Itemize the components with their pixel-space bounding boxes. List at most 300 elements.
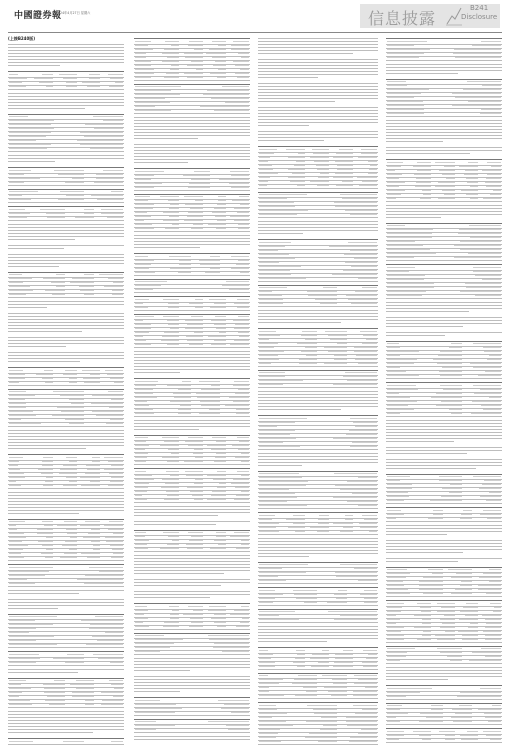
text-line — [386, 205, 502, 206]
table-row-rule — [134, 331, 250, 332]
table-cell — [387, 656, 406, 657]
table-row-rule — [8, 460, 124, 461]
table-cell — [226, 725, 249, 726]
table-cell — [186, 544, 203, 545]
table-cell — [297, 666, 305, 667]
table-cell — [259, 287, 287, 288]
table-cell — [163, 316, 179, 317]
table-rule — [386, 382, 502, 383]
table-cell — [352, 493, 377, 494]
table-cell — [9, 209, 25, 210]
table-cell — [66, 195, 84, 196]
table-cell — [422, 190, 431, 191]
table-rule — [386, 79, 502, 80]
table-rule — [386, 703, 502, 704]
table-cell — [461, 581, 472, 582]
table-cell — [9, 86, 26, 87]
table-cell — [87, 86, 100, 87]
text-line — [386, 561, 458, 562]
table-cell — [239, 196, 249, 197]
text-line — [258, 86, 378, 87]
table-cell — [110, 545, 123, 546]
table-cell — [314, 713, 337, 714]
table-cell — [347, 725, 377, 726]
text-line — [134, 129, 250, 130]
table-cell — [135, 307, 148, 308]
table-cell — [135, 413, 154, 414]
table-cell — [241, 491, 249, 492]
table-cell — [218, 69, 226, 70]
table-cell — [9, 692, 22, 693]
table-cell — [160, 548, 179, 549]
table-cell — [84, 213, 94, 214]
table-cell — [188, 437, 203, 438]
table-cell — [194, 449, 203, 450]
table-cell — [135, 483, 149, 484]
table-cell — [387, 660, 400, 661]
table-cell — [216, 228, 226, 229]
table-cell — [449, 409, 462, 410]
table-cell — [439, 476, 463, 477]
table-cell — [259, 473, 299, 474]
text-line — [8, 352, 124, 353]
table-cell — [387, 174, 402, 175]
table-cell — [441, 401, 462, 402]
table-cell — [236, 409, 249, 410]
table-cell — [473, 476, 501, 477]
table-cell — [135, 336, 143, 337]
table-cell — [9, 465, 18, 466]
text-line — [258, 403, 378, 404]
table-cell — [110, 662, 123, 663]
table-cell — [481, 109, 501, 110]
table-cell — [9, 469, 20, 470]
table-cell — [167, 544, 180, 545]
table-cell — [294, 165, 305, 166]
table-rule — [258, 239, 378, 240]
table-cell — [387, 253, 436, 254]
table-rule — [134, 296, 250, 297]
table-cell — [91, 541, 100, 542]
table-cell — [190, 618, 202, 619]
table-row-rule — [258, 188, 378, 189]
table-cell — [108, 485, 123, 486]
table-cell — [439, 170, 455, 171]
table-cell — [451, 593, 472, 594]
table-row-rule — [258, 744, 378, 745]
table-rule — [258, 285, 378, 286]
table-cell — [9, 575, 45, 576]
table-cell — [240, 204, 249, 205]
text-line — [258, 107, 378, 108]
text-line — [258, 635, 378, 636]
table-cell — [104, 469, 123, 470]
table-cell — [9, 407, 26, 408]
table-cell — [294, 594, 317, 595]
table-row-rule — [134, 464, 250, 465]
table-cell — [96, 174, 123, 175]
table-cell — [69, 382, 77, 383]
table-rule — [8, 614, 124, 615]
table-cell — [439, 480, 463, 481]
table-rule — [134, 378, 250, 379]
table-rule — [258, 192, 378, 193]
text-line — [386, 447, 502, 448]
table-cell — [296, 650, 305, 651]
table-cell — [167, 385, 191, 386]
table-cell — [473, 267, 501, 268]
table-cell — [462, 635, 478, 636]
table-cell — [164, 441, 179, 442]
table-row-rule — [258, 622, 378, 623]
table-cell — [478, 585, 501, 586]
table-cell — [259, 717, 272, 718]
table-cell — [135, 285, 161, 286]
table-cell — [286, 519, 305, 520]
table-cell — [445, 631, 455, 632]
text-line — [134, 739, 250, 740]
text-line — [258, 397, 378, 398]
table-cell — [483, 347, 501, 348]
table-cell — [387, 347, 400, 348]
table-cell — [466, 194, 478, 195]
text-line — [134, 144, 250, 145]
table-cell — [329, 246, 377, 247]
table-cell — [486, 500, 501, 501]
table-cell — [387, 393, 399, 394]
table-cell — [487, 162, 501, 163]
table-cell — [112, 290, 123, 291]
table-cell — [470, 623, 478, 624]
table-cell — [417, 162, 432, 163]
table-cell — [135, 385, 156, 386]
table-cell — [219, 179, 249, 180]
table-cell — [259, 372, 285, 373]
table-cell — [135, 457, 147, 458]
table-row-rule — [386, 642, 502, 643]
table-cell — [212, 57, 225, 58]
table-cell — [259, 194, 307, 195]
table-cell — [135, 651, 160, 652]
table-cell — [9, 140, 36, 141]
table-cell — [470, 198, 477, 199]
text-line — [8, 96, 124, 97]
table-cell — [193, 453, 202, 454]
table-cell — [186, 336, 202, 337]
table-cell — [207, 499, 226, 500]
table-cell — [309, 733, 337, 734]
table-cell — [459, 166, 478, 167]
table-cell — [238, 332, 249, 333]
table-cell — [259, 262, 279, 263]
table-cell — [387, 735, 404, 736]
table-cell — [314, 161, 329, 162]
table-cell — [439, 371, 462, 372]
table-cell — [259, 485, 306, 486]
table-cell — [166, 471, 180, 472]
table-cell — [101, 692, 123, 693]
table-cell — [225, 102, 249, 103]
text-line — [258, 38, 378, 39]
table-cell — [299, 359, 317, 360]
table-cell — [259, 177, 270, 178]
table-cell — [189, 626, 203, 627]
table-cell — [332, 679, 347, 680]
table-cell — [482, 170, 501, 171]
table-cell — [345, 515, 353, 516]
table-cell — [387, 488, 412, 489]
table-cell — [44, 525, 53, 526]
table-row-rule — [8, 744, 124, 745]
table-cell — [259, 687, 269, 688]
table-cell — [340, 564, 377, 565]
text-line — [8, 672, 78, 673]
table-cell — [486, 735, 501, 736]
table-cell — [387, 607, 402, 608]
table-rule — [8, 651, 124, 652]
text-line — [386, 123, 502, 124]
table-cell — [259, 380, 303, 381]
table-cell — [387, 688, 432, 689]
table-cell — [82, 82, 99, 83]
table-cell — [191, 536, 203, 537]
text-line — [386, 426, 502, 427]
text-line — [258, 47, 378, 48]
table-cell — [214, 324, 226, 325]
table-cell — [9, 473, 24, 474]
table-cell — [259, 254, 289, 255]
text-line — [134, 682, 250, 683]
table-cell — [38, 541, 53, 542]
text-line — [386, 435, 502, 436]
table-cell — [455, 589, 472, 590]
table-cell — [194, 499, 203, 500]
table-row-rule — [258, 601, 378, 602]
table-cell — [387, 413, 400, 414]
table-cell — [317, 169, 329, 170]
table-cell — [213, 65, 226, 66]
table-cell — [9, 684, 21, 685]
table-cell — [387, 696, 406, 697]
table-cell — [113, 282, 123, 283]
table-cell — [168, 536, 179, 537]
table-cell — [348, 299, 377, 300]
table-rule — [258, 370, 378, 371]
table-cell — [135, 626, 149, 627]
text-line — [134, 658, 250, 659]
table-cell — [387, 45, 414, 46]
table-rule — [134, 38, 250, 39]
table-cell — [87, 469, 100, 470]
table-cell — [311, 666, 329, 667]
table-cell — [101, 704, 123, 705]
table-cell — [218, 200, 226, 201]
table-cell — [444, 166, 455, 167]
table-cell — [84, 294, 94, 295]
text-line — [134, 429, 199, 430]
table-cell — [65, 662, 85, 663]
table-cell — [484, 480, 501, 481]
text-line — [386, 70, 502, 71]
table-cell — [259, 598, 275, 599]
table-cell — [460, 291, 501, 292]
table-cell — [387, 623, 396, 624]
table-cell — [387, 401, 417, 402]
table-cell — [9, 282, 23, 283]
table-cell — [67, 654, 85, 655]
table-cell — [77, 140, 123, 141]
table-rule — [258, 512, 378, 513]
table-cell — [66, 457, 77, 458]
table-rule — [134, 279, 250, 280]
table-cell — [387, 101, 423, 102]
table-cell — [219, 332, 226, 333]
table-cell — [216, 328, 226, 329]
table-cell — [60, 395, 84, 396]
table-cell — [82, 370, 100, 371]
table-cell — [387, 194, 401, 195]
table-cell — [479, 488, 501, 489]
table-cell — [111, 465, 123, 466]
table-rule — [8, 564, 124, 565]
table-cell — [259, 422, 295, 423]
table-rule — [386, 341, 502, 342]
table-cell — [368, 654, 377, 655]
table-cell — [169, 606, 180, 607]
table-cell — [178, 409, 191, 410]
table-cell — [469, 225, 501, 226]
table-cell — [485, 371, 501, 372]
table-row-rule — [134, 310, 250, 311]
table-rule — [8, 454, 124, 455]
table-cell — [89, 78, 100, 79]
table-cell — [218, 700, 249, 701]
table-row-rule — [386, 521, 502, 522]
table-cell — [195, 299, 203, 300]
table-row-rule — [386, 201, 502, 202]
table-cell — [187, 216, 203, 217]
text-line — [8, 301, 124, 302]
table-cell — [218, 196, 226, 197]
table-cell — [259, 741, 281, 742]
text-line — [8, 436, 124, 437]
table-cell — [485, 717, 501, 718]
text-line — [134, 244, 250, 245]
table-cell — [9, 481, 16, 482]
table-cell — [343, 650, 353, 651]
table-cell — [42, 465, 54, 466]
text-line — [8, 304, 124, 305]
table-cell — [90, 481, 100, 482]
table-cell — [466, 603, 478, 604]
table-cell — [387, 271, 409, 272]
table-cell — [259, 481, 308, 482]
table-cell — [194, 49, 202, 50]
table-cell — [96, 415, 123, 416]
table-cell — [211, 495, 226, 496]
text-line — [134, 676, 250, 677]
table-cell — [351, 303, 377, 304]
text-line — [134, 153, 250, 154]
table-cell — [187, 548, 203, 549]
table-cell — [105, 370, 123, 371]
table-cell — [109, 521, 123, 522]
table-cell — [207, 445, 226, 446]
table-cell — [473, 343, 501, 344]
table-cell — [135, 606, 147, 607]
table-cell — [9, 461, 19, 462]
table-cell — [482, 484, 501, 485]
table-cell — [320, 729, 337, 730]
table-cell — [387, 237, 432, 238]
table-cell — [343, 527, 353, 528]
table-cell — [9, 128, 54, 129]
table-cell — [210, 268, 220, 269]
text-line — [134, 564, 250, 565]
table-cell — [239, 336, 249, 337]
table-cell — [414, 627, 431, 628]
table-cell — [443, 389, 462, 390]
text-line — [134, 372, 180, 373]
table-cell — [343, 270, 377, 271]
table-cell — [366, 339, 377, 340]
table-cell — [70, 282, 94, 283]
table-cell — [46, 537, 53, 538]
table-cell — [387, 510, 401, 511]
table-cell — [259, 737, 276, 738]
table-cell — [135, 548, 148, 549]
table-cell — [9, 170, 31, 171]
table-cell — [63, 78, 77, 79]
text-line — [258, 632, 378, 633]
table-cell — [135, 332, 149, 333]
table-cell — [44, 370, 53, 371]
table-cell — [387, 518, 396, 519]
table-cell — [160, 445, 179, 446]
table-cell — [345, 210, 377, 211]
table-cell — [206, 53, 225, 54]
table-cell — [96, 178, 123, 179]
table-cell — [333, 523, 353, 524]
table-cell — [452, 93, 501, 94]
table-cell — [259, 430, 295, 431]
table-row-rule — [386, 260, 502, 261]
table-cell — [65, 419, 85, 420]
table-cell — [318, 177, 329, 178]
text-line — [386, 126, 502, 127]
table-cell — [421, 611, 432, 612]
table-cell — [193, 610, 203, 611]
table-cell — [485, 627, 501, 628]
table-cell — [85, 700, 94, 701]
table-cell — [185, 320, 203, 321]
text-line — [134, 123, 250, 124]
table-rule — [134, 530, 250, 531]
table-cell — [135, 647, 170, 648]
table-cell — [492, 705, 501, 706]
table-cell — [387, 283, 434, 284]
table-cell — [9, 704, 32, 705]
table-cell — [361, 153, 377, 154]
table-cell — [259, 258, 295, 259]
table-cell — [9, 132, 51, 133]
table-cell — [241, 606, 249, 607]
table-cell — [195, 457, 202, 458]
table-cell — [215, 457, 226, 458]
text-line — [386, 676, 502, 677]
table-cell — [93, 545, 100, 546]
text-line — [8, 337, 124, 338]
